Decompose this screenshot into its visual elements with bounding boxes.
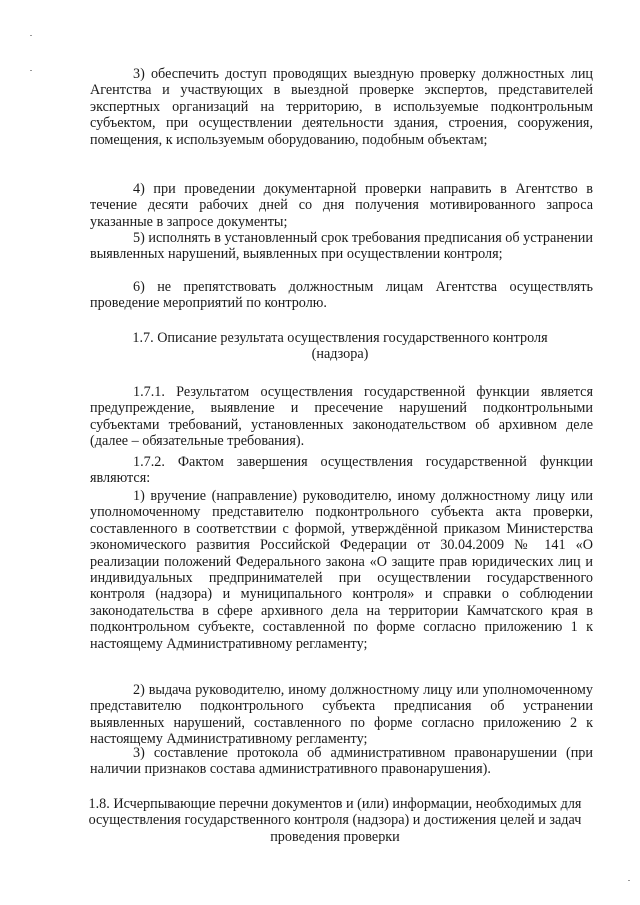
duty-item-3: 3) обеспечить доступ проводящих выездную проверку должностных лиц Агентства и участвующих в выездной проверке экспертов, представителей экспертных организаций на территорию, в используемые подконтрольным субъектом, при осуществлении деятельности здания, строения, сооружения, помещения, к используемым оборудованию, подобным объектам;	[90, 66, 593, 148]
result-item-2: 2) выдача руководителю, иному должностному лицу или уполномоченному представителю подконтрольного субъекта предписания об устранении выявленных нарушений, составленного по форме согласно приложению 2 к настоящему Административному регламенту;	[90, 682, 593, 748]
duty-item-6: 6) не препятствовать должностным лицам Агентства осуществлять проведение мероприятий по контролю.	[90, 279, 593, 312]
duty-item-5: 5) исполнять в установленный срок требования предписания об устранении выявленных нарушений, выявленных при осуществлении контроля;	[90, 230, 593, 263]
section-1-7-1-paragraph: 1.7.1. Результатом осуществления государственной функции является предупреждение, выявление и пресечение нарушений подконтрольными субъектами требований, установленных законодательством об архивном деле (далее – обязательные требования).	[90, 384, 593, 450]
result-item-3: 3) составление протокола об административном правонарушении (при наличии признаков состава административного правонарушения).	[90, 745, 593, 778]
section-1-8-heading: 1.8. Исчерпывающие перечни документов и (или) информации, необходимых для осуществления государственного контроля (надзора) и достижения целей и задач проведения проверки	[88, 796, 582, 845]
scan-artifact	[628, 880, 630, 881]
scan-artifact	[30, 70, 32, 71]
scan-artifact	[30, 35, 32, 36]
result-item-1: 1) вручение (направление) руководителю, иному должностному лицу или уполномоченному представителю подконтрольного субъекта акта проверки, составленного в соответствии с формой, утверждённой приказом Министерства экономического развития Российской Федерации от 30.04.2009 № 141 «О реализации положений Федерального закона «О защите прав юридических лиц и индивидуальных предпринимателей при осуществлении государственного контроля (надзора) и муниципального контроля» и справки о соблюдении законодательства в сфере архивного дела на территории Камчатского края в подконтрольном субъекте, составленной по форме согласно приложению 1 к настоящему Административному регламенту;	[90, 488, 593, 652]
duty-item-4: 4) при проведении документарной проверки направить в Агентство в течение десяти рабочих дней со дня получения мотивированного запроса указанные в запросе документы;	[90, 181, 593, 230]
section-1-7-heading: 1.7. Описание результата осуществления государственного контроля (надзора)	[132, 330, 548, 363]
section-1-7-2-paragraph: 1.7.2. Фактом завершения осуществления государственной функции являются:	[90, 454, 593, 487]
